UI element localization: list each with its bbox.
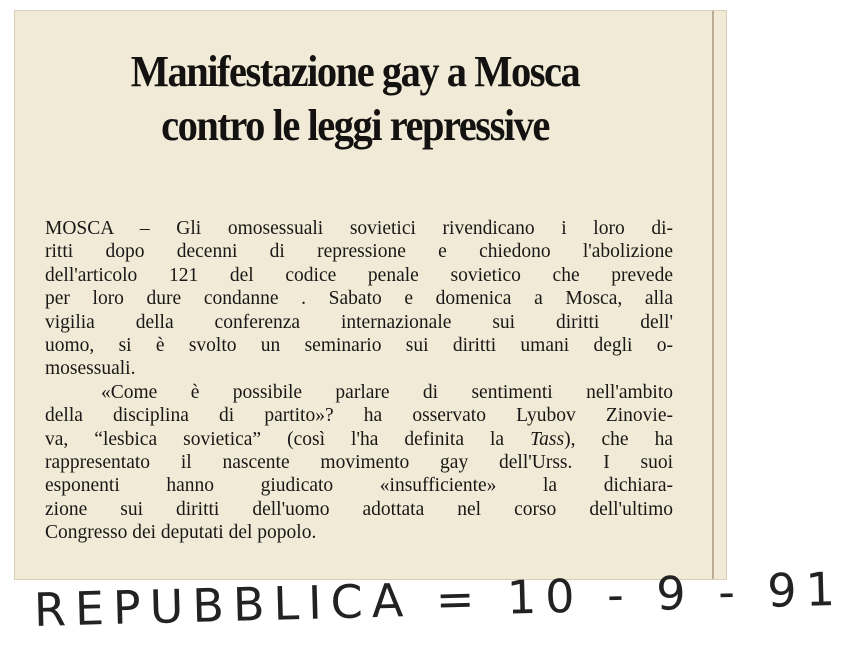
paragraph-2 [45,381,673,545]
text-line: per loro dure condanne . Sabato e domenica a Mosca, alla [45,288,673,310]
text-line: dell'articolo 121 del codice penale sovietico che prevede [45,264,673,286]
text-line: va, “lesbica sovietica” (così l'ha definita la Tass), che ha [45,428,673,450]
text-line: uomo, si è svolto un seminario sui diritti umani degli o- [45,335,673,357]
headline-line-2: contro le leggi repressive [161,101,549,150]
text-line: zione sui diritti dell'uomo adottata nel corso dell'ultimo [45,498,673,520]
text-line: esponenti hanno giudicato «insufficiente» la dichiara- [45,475,673,497]
headline-line-1: Manifestazione gay a Mosca [130,47,580,96]
text-line: MOSCA – Gli omosessuali sovietici rivendicano i loro di- [45,218,673,239]
text-line: mosessuali. [45,358,136,380]
text-line: Congresso dei deputati del popolo. [45,522,317,544]
newspaper-clipping [14,10,727,580]
text-line: «Come è possibile parlare di sentimenti nell'ambito [101,381,673,403]
text-line: vigilia della conferenza internazionale sui diritti dell' [45,311,673,333]
article-headline [70,45,640,153]
article-body [45,217,673,545]
text-line: della disciplina di partito»? ha osservato Lyubov Zinovie- [45,405,673,427]
column-rule [712,11,714,579]
text-line: ritti dopo decenni di repressione e chiedono l'abolizione [45,241,673,263]
handwritten-source-note: REPUBBLICA = 10 - 9 - 91 [33,561,845,637]
paragraph-1 [45,217,673,381]
text-line: rappresentato il nascente movimento gay dell'Urss. I suoi [45,452,673,474]
